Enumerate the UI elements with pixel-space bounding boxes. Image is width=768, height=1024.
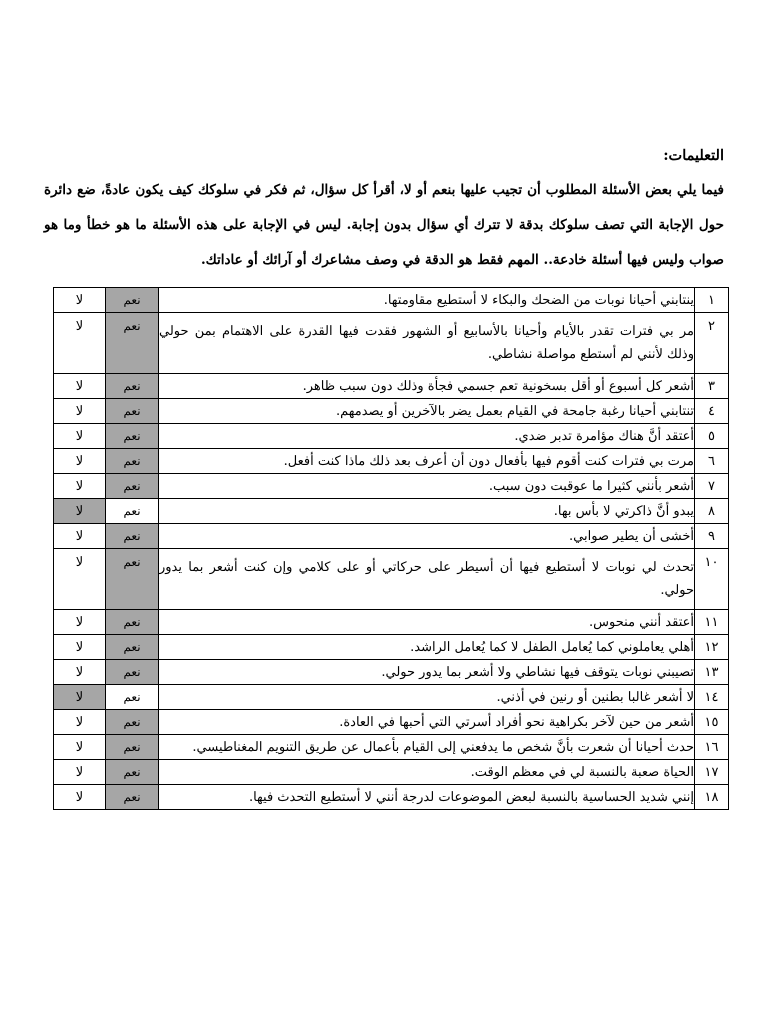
question-text: تصيبني نوبات يتوقف فيها نشاطي ولا أشعر بما يدور حولي. [159,660,695,685]
answer-yes-option[interactable]: نعم [106,524,159,549]
question-text: أشعر كل أسبوع أو أقل بسخونية تعم جسمي فجأة وذلك دون سبب ظاهر. [159,374,695,399]
question-number: ١٨ [695,785,729,810]
question-number: ١٢ [695,635,729,660]
question-text: أعتقد أنني منحوس. [159,610,695,635]
question-row [54,374,729,399]
answer-no-option[interactable]: لا [54,524,106,549]
answer-no-option[interactable]: لا [54,660,106,685]
answer-no-option[interactable]: لا [54,610,106,635]
question-text: يبدو أنَّ ذاكرتي لا بأس بها. [159,499,695,524]
answer-no-option[interactable]: لا [54,710,106,735]
question-number: ٣ [695,374,729,399]
answer-yes-option[interactable]: نعم [106,635,159,660]
answer-yes-option[interactable]: نعم [106,424,159,449]
answer-no-option[interactable]: لا [54,399,106,424]
instructions-title: التعليمات: [663,147,724,164]
answer-yes-option[interactable]: نعم [106,549,159,610]
question-number: ٩ [695,524,729,549]
question-text: أشعر بأنني كثيرا ما عوقبت دون سبب. [159,474,695,499]
answer-no-option[interactable]: لا [54,313,106,374]
question-text: مر بي فترات تقدر بالأيام وأحيانا بالأسابيع أو الشهور فقدت فيها القدرة على الاهتمام بمن حولي وذلك لأنني لم أستطع مواصلة نشاطي. [159,313,695,374]
question-text: حدث أحيانا أن شعرت بأنَّ شخص ما يدفعني إلى القيام بأعمال عن طريق التنويم المغناطيسي. [159,735,695,760]
question-row [54,449,729,474]
question-number: ٨ [695,499,729,524]
question-text: تنتابني أحيانا رغبة جامحة في القيام بعمل يضر بالآخرين أو يصدمهم. [159,399,695,424]
question-text: أخشى أن يطير صوابي. [159,524,695,549]
question-row [54,288,729,313]
answer-yes-option[interactable]: نعم [106,610,159,635]
question-number: ١٥ [695,710,729,735]
answer-yes-option[interactable]: نعم [106,710,159,735]
question-number: ١٠ [695,549,729,610]
question-number: ١٣ [695,660,729,685]
answer-no-option[interactable]: لا [54,685,106,710]
question-text: تحدث لي نوبات لا أستطيع فيها أن أسيطر على حركاتي أو على كلامي وإن كنت أشعر بما يدور حولي. [159,549,695,610]
answer-yes-option[interactable]: نعم [106,660,159,685]
answer-yes-option[interactable]: نعم [106,499,159,524]
question-text: إنني شديد الحساسية بالنسبة لبعض الموضوعات لدرجة أنني لا أستطيع التحدث فيها. [159,785,695,810]
question-row [54,499,729,524]
answer-no-option[interactable]: لا [54,760,106,785]
question-row [54,760,729,785]
question-text: أشعر من حين لآخر بكراهية نحو أفراد أسرتي التي أحبها في العادة. [159,710,695,735]
question-number: ١ [695,288,729,313]
answer-no-option[interactable]: لا [54,449,106,474]
question-row [54,660,729,685]
answer-yes-option[interactable]: نعم [106,313,159,374]
question-text: ينتابني أحيانا نوبات من الضحك والبكاء لا أستطيع مقاومتها. [159,288,695,313]
answer-no-option[interactable]: لا [54,424,106,449]
answer-yes-option[interactable]: نعم [106,288,159,313]
instructions-body: فيما يلي بعض الأسئلة المطلوب أن تجيب عليها بنعم أو لا، أقرأ كل سؤال، ثم فكر في سلوكك كيف يكون عادةً، ضع دائرة حول الإجابة التي تصف سلوكك بدقة لا تترك أي سؤال بدون إجابة. ليس في الإجابة على هذه الأسئلة ما هو خطأ وما هو صواب وليس فيها أسئلة خادعة.. المهم فقط هو الدقة في وصف مشاعرك أو آرائك أو عاداتك. [44,182,724,268]
answer-no-option[interactable]: لا [54,735,106,760]
question-row [54,549,729,610]
answer-yes-option[interactable]: نعم [106,474,159,499]
question-text: لا أشعر غالبا بطنين أو رنين في أذني. [159,685,695,710]
answer-yes-option[interactable]: نعم [106,785,159,810]
question-row [54,524,729,549]
question-row [54,399,729,424]
question-text: أعتقد أنَّ هناك مؤامرة تدبر ضدي. [159,424,695,449]
question-number: ١٤ [695,685,729,710]
question-row [54,785,729,810]
question-number: ٤ [695,399,729,424]
question-number: ١٧ [695,760,729,785]
answer-yes-option[interactable]: نعم [106,449,159,474]
answer-no-option[interactable]: لا [54,288,106,313]
answer-no-option[interactable]: لا [54,549,106,610]
question-text: أهلي يعاملوني كما يُعامل الطفل لا كما يُعامل الراشد. [159,635,695,660]
question-row [54,474,729,499]
answer-yes-option[interactable]: نعم [106,374,159,399]
question-row [54,424,729,449]
answer-yes-option[interactable]: نعم [106,760,159,785]
question-number: ٧ [695,474,729,499]
question-number: ٥ [695,424,729,449]
question-number: ٦ [695,449,729,474]
question-number: ١١ [695,610,729,635]
instructions-section [44,146,724,278]
answer-no-option[interactable]: لا [54,374,106,399]
question-text: الحياة صعبة بالنسبة لي في معظم الوقت. [159,760,695,785]
answer-no-option[interactable]: لا [54,474,106,499]
question-row [54,635,729,660]
question-row [54,735,729,760]
answer-yes-option[interactable]: نعم [106,399,159,424]
question-number: ٢ [695,313,729,374]
questions-table [53,287,729,810]
answer-no-option[interactable]: لا [54,785,106,810]
question-number: ١٦ [695,735,729,760]
question-row [54,610,729,635]
question-row [54,685,729,710]
answer-no-option[interactable]: لا [54,499,106,524]
answer-yes-option[interactable]: نعم [106,735,159,760]
answer-no-option[interactable]: لا [54,635,106,660]
question-text: مرت بي فترات كنت أقوم فيها بأفعال دون أن أعرف بعد ذلك ماذا كنت أفعل. [159,449,695,474]
question-row [54,710,729,735]
question-row [54,313,729,374]
answer-yes-option[interactable]: نعم [106,685,159,710]
